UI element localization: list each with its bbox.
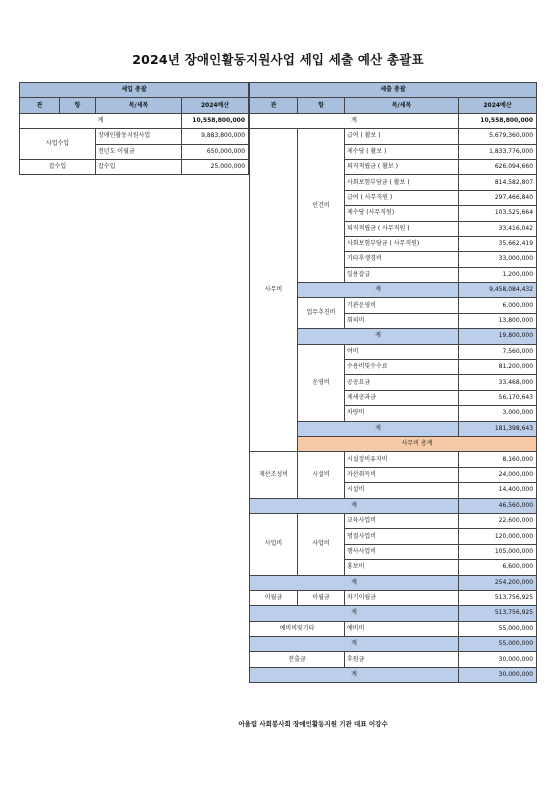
item-amount: 9,883,800,000 (182, 129, 249, 144)
item-name: 일용잡급 (345, 267, 459, 282)
column-header-hang: 항 (60, 98, 96, 113)
item-name: 시설비 (345, 483, 459, 498)
total-amount: 10,558,800,000 (459, 113, 537, 128)
item-amount: 22,600,000 (459, 513, 537, 528)
hang-cell: 업무추진비 (298, 298, 345, 329)
hang-cell: 인건비 (298, 129, 345, 283)
item-amount: 626,094,660 (459, 159, 537, 174)
subtotal-row (250, 667, 537, 682)
gwan-cell: 사업수입 (20, 129, 96, 160)
item-amount: 3,000,000 (459, 406, 537, 421)
item-name: 전년도 이월금 (96, 144, 182, 159)
item-amount: 5,679,360,000 (459, 129, 537, 144)
item-name: 행사사업비 (345, 544, 459, 559)
item-amount: 33,468,000 (459, 375, 537, 390)
item-amount: 55,000,000 (459, 621, 537, 636)
item-amount: 814,582,807 (459, 175, 537, 190)
subtotal-label: 계 (250, 637, 459, 652)
subtotal-row (250, 606, 537, 621)
item-amount: 25,000,000 (182, 159, 249, 174)
item-amount: 6,000,000 (459, 298, 537, 313)
subtotal-row (250, 498, 537, 513)
subtotal-row (250, 637, 537, 652)
item-amount: 8,160,000 (459, 452, 537, 467)
item-amount: 1,833,776,000 (459, 144, 537, 159)
item-amount: 30,000,000 (459, 652, 537, 667)
column-header-budget: 2024예산 (182, 98, 249, 113)
item-name: 후원금 (345, 652, 459, 667)
item-amount: 103,525,664 (459, 206, 537, 221)
table-row (20, 159, 249, 174)
subtotal-label: 계 (298, 421, 459, 436)
hang-cell: 운영비 (298, 344, 345, 421)
item-amount: 6,600,000 (459, 560, 537, 575)
column-header-hang: 항 (298, 98, 345, 113)
item-name: 여비 (345, 344, 459, 359)
item-name: 자산취득비 (345, 467, 459, 482)
hang-cell: 시설비 (298, 452, 345, 498)
item-name: 교육사업비 (345, 513, 459, 528)
subtotal-amount: 9,458,084,432 (459, 283, 537, 298)
item-amount: 24,000,000 (459, 467, 537, 482)
item-name: 급여 ( 사무직원 ) (345, 190, 459, 205)
item-amount: 35,662,419 (459, 236, 537, 251)
item-name: 장애인활동지원사업 (96, 129, 182, 144)
gwan-cell: 이월금 (250, 590, 298, 605)
column-header-mok: 목/세목 (345, 98, 459, 113)
item-name: 공공요금 (345, 375, 459, 390)
subtotal-label: 계 (298, 329, 459, 344)
item-amount: 120,000,000 (459, 529, 537, 544)
item-amount: 297,466,840 (459, 190, 537, 205)
item-name: 명절사업비 (345, 529, 459, 544)
expense-header-row (250, 83, 537, 98)
office-grand-total-label: 사무비 총계 (298, 436, 537, 451)
subtotal-label: 계 (250, 498, 459, 513)
item-amount: 650,000,000 (182, 144, 249, 159)
subtotal-amount: 513,756,925 (459, 606, 537, 621)
item-name: 시설장비유지비 (345, 452, 459, 467)
total-label: 계 (20, 113, 182, 128)
income-columns-row (20, 98, 249, 113)
subtotal-label: 계 (250, 667, 459, 682)
item-name: 홍보비 (345, 560, 459, 575)
item-amount: 7,560,000 (459, 344, 537, 359)
gwan-cell: 예비비및기타 (250, 621, 345, 636)
table-row (250, 590, 537, 605)
item-name: 차기이월금 (345, 590, 459, 605)
item-amount: 13,800,000 (459, 313, 537, 328)
gwan-cell: 사무비 (250, 129, 298, 452)
expense-columns-row (250, 98, 537, 113)
item-name: 사회보험부담금 ( 활보 ) (345, 175, 459, 190)
income-header-row (20, 83, 249, 98)
column-header-mok: 목/세목 (96, 98, 182, 113)
expense-total-row (250, 113, 537, 128)
subtotal-label: 계 (250, 575, 459, 590)
item-name: 기관운영비 (345, 298, 459, 313)
gwan-cell: 잡수입 (20, 159, 96, 174)
item-name: 제세공과금 (345, 390, 459, 405)
income-summary-table (19, 82, 249, 175)
subtotal-label: 계 (298, 283, 459, 298)
table-row (250, 452, 537, 467)
item-name: 사회보험부담금 ( 사무직원) (345, 236, 459, 251)
subtotal-amount: 181,398,643 (459, 421, 537, 436)
item-amount: 33,000,000 (459, 252, 537, 267)
item-name: 회의비 (345, 313, 459, 328)
gwan-cell: 재산조성비 (250, 452, 298, 498)
item-name: 수용비및수수료 (345, 360, 459, 375)
item-name: 잡수입 (96, 159, 182, 174)
column-header-budget: 2024예산 (459, 98, 537, 113)
gwan-cell: 전출금 (250, 652, 345, 667)
item-amount: 105,000,000 (459, 544, 537, 559)
column-header-gwan: 관 (250, 98, 298, 113)
item-name: 퇴직적립금 ( 활보 ) (345, 159, 459, 174)
table-row (250, 621, 537, 636)
expense-summary-table (249, 82, 537, 683)
item-amount: 513,756,925 (459, 590, 537, 605)
table-row (20, 129, 249, 144)
subtotal-label: 계 (250, 606, 459, 621)
subtotal-amount: 55,000,000 (459, 637, 537, 652)
expense-section-header: 세출 총괄 (250, 83, 537, 98)
subtotal-row (250, 575, 537, 590)
organization-signature-line: 어울림 사회봉사회 장애인활동지원 기관 대표 이강수 (238, 720, 388, 728)
subtotal-amount: 30,000,000 (459, 667, 537, 682)
document-title: 2024년 장애인활동지원사업 세입 세출 예산 총괄표 (132, 52, 424, 67)
hang-cell: 이월금 (298, 590, 345, 605)
item-name: 차량비 (345, 406, 459, 421)
item-amount: 56,170,643 (459, 390, 537, 405)
item-name: 제수당 (사무직원) (345, 206, 459, 221)
item-name: 기타후생경비 (345, 252, 459, 267)
item-amount: 33,416,042 (459, 221, 537, 236)
gwan-cell: 사업비 (250, 513, 298, 575)
column-header-gwan: 관 (20, 98, 60, 113)
table-row (250, 652, 537, 667)
table-row (250, 129, 537, 144)
total-amount: 10,558,800,000 (182, 113, 249, 128)
income-total-row (20, 113, 249, 128)
item-name: 예비비 (345, 621, 459, 636)
hang-cell: 사업비 (298, 513, 345, 575)
item-name: 퇴직적립금 ( 사무직원 ) (345, 221, 459, 236)
subtotal-amount: 254,200,000 (459, 575, 537, 590)
item-amount: 1,200,000 (459, 267, 537, 282)
total-label: 계 (250, 113, 459, 128)
item-amount: 14,400,000 (459, 483, 537, 498)
item-amount: 81,200,000 (459, 360, 537, 375)
item-name: 제수당 ( 활보 ) (345, 144, 459, 159)
income-section-header: 세입 총괄 (20, 83, 249, 98)
subtotal-amount: 46,560,000 (459, 498, 537, 513)
subtotal-amount: 19,800,000 (459, 329, 537, 344)
item-name: 급여 ( 활보 ) (345, 129, 459, 144)
table-row (250, 513, 537, 528)
